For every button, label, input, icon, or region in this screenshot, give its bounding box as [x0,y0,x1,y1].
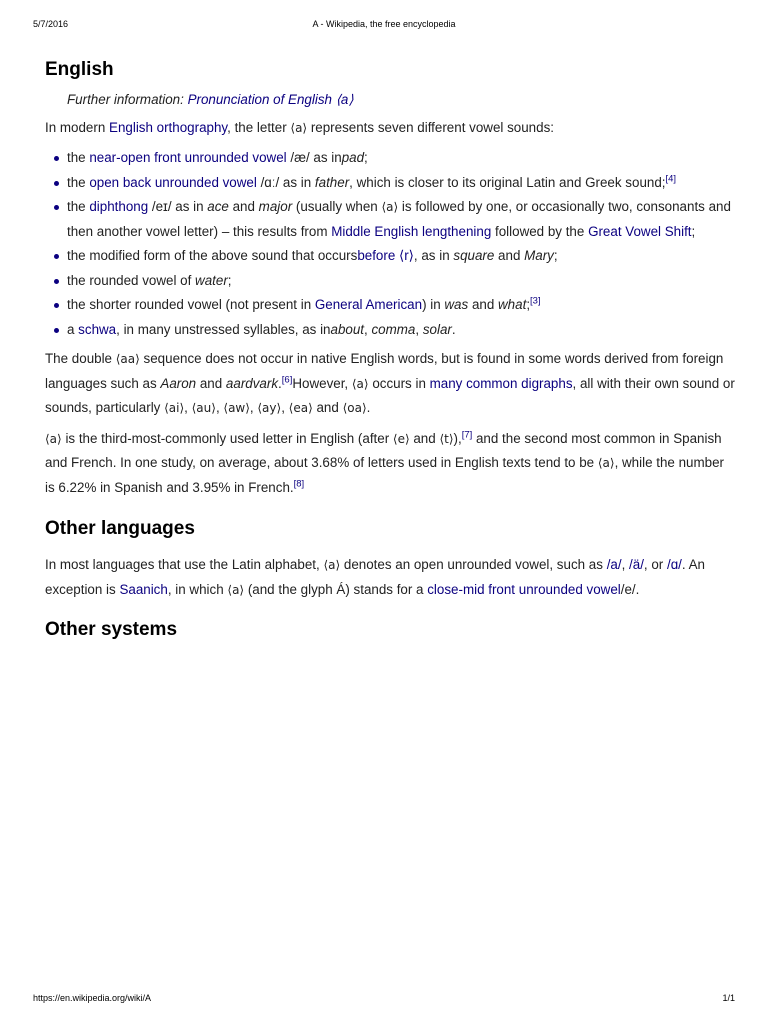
bullet-icon [54,254,59,259]
link-ipa-a-centralized[interactable]: /ä/ [629,557,644,572]
link-general-american[interactable]: General American [314,297,423,312]
link-middle-english-lengthening[interactable]: Middle English lengthening [331,223,492,239]
heading-english: English [45,59,114,80]
paragraph-intro: In modern English orthography, the letter ⟨a⟩ represents seven different vowel sounds: [45,119,554,135]
heading-other-systems: Other systems [45,619,178,640]
print-url: https://en.wikipedia.org/wiki/A [33,993,152,1003]
list-item: a schwa, in many unstressed syllables, as inabout, comma, solar. [67,318,735,342]
ref-link[interactable]: [6] [281,374,293,386]
link-diphthong[interactable]: diphthong [89,199,149,214]
paragraph-other-languages: In most languages that use the Latin alphabet, ⟨a⟩ denotes an open unrounded vowel, such as /a/, /ä/, or /ɑ/. An exception is Saanich, in which ⟨a⟩ (and the glyph Á) stands for a close-mid front unrounded vowel/e/. [45,557,705,597]
paragraph-double-aa: The double ⟨aa⟩ sequence does not occur in native English words, but is found in some words derived from foreign languages such as Aaron and aardvark.[6]However, ⟨a⟩ occurs in many common digraphs, all with their own sound or sounds, particularly ⟨ai⟩, ⟨au⟩, ⟨aw⟩, ⟨ay⟩, ⟨ea⟩ and ⟨oa⟩. [45,351,735,415]
bullet-icon [54,303,59,308]
link-open-back[interactable]: open back unrounded vowel [89,174,257,190]
ref-link[interactable]: [7] [461,429,473,441]
list-item: the rounded vowel of water; [67,269,735,293]
list-item: the shorter rounded vowel (not present in General American) in was and what;[3] [67,293,735,317]
list-item: the modified form of the above sound that occursbefore ⟨r⟩, as in square and Mary; [67,244,735,268]
link-ipa-alpha[interactable]: /ɑ/ [667,557,682,572]
list-item: the diphthong /eɪ/ as in ace and major (usually when ⟨a⟩ is followed by one, or occasionally two, consonants and then another vowel letter) – this results from Middle English lengthening followed by the Great Vowel Shift; [67,195,735,243]
link-schwa[interactable]: schwa [78,321,117,337]
link-great-vowel-shift[interactable]: Great Vowel Shift [588,223,692,239]
bullet-icon [54,156,59,161]
ref-link[interactable]: [3] [530,295,541,307]
print-date: 5/7/2016 [33,19,69,29]
vowel-list [45,146,735,341]
print-header [0,19,768,31]
link-english-orthography[interactable]: English orthography [109,119,228,135]
ref-link[interactable]: [8] [293,478,305,490]
bullet-icon [54,205,59,210]
link-before-r[interactable]: before ⟨r⟩ [357,248,414,263]
print-title: A - Wikipedia, the free encyclopedia [312,19,456,29]
link-close-mid-front[interactable]: close-mid front unrounded vowel [427,581,621,597]
paragraph-frequency: ⟨a⟩ is the third-most-commonly used letter in English (after ⟨e⟩ and ⟨t⟩),[7] and the second most common in Spanish and French. In one study, on average, about 3.68% of letters used in English texts tend to be ⟨a⟩, while the number is 6.22% in Spanish and 3.95% in French.[8] [45,429,724,495]
link-saanich[interactable]: Saanich [119,581,168,597]
print-page-number: 1/1 [722,993,735,1003]
print-footer [0,993,768,1005]
list-item: the near-open front unrounded vowel /æ/ as inpad; [67,146,735,170]
article-content [45,56,735,644]
ref-link[interactable]: [4] [665,173,677,185]
bullet-icon [54,328,59,333]
bullet-icon [54,279,59,284]
link-ipa-a[interactable]: /a/ [606,557,622,572]
heading-other-languages: Other languages [45,518,195,539]
list-item: the open back unrounded vowel /ɑː/ as in father, which is closer to its original Latin and Greek sound;[4] [67,171,735,195]
link-common-digraphs[interactable]: many common digraphs [429,375,573,391]
link-pronunciation[interactable]: Pronunciation of English ⟨a⟩ [187,92,354,107]
bullet-icon [54,181,59,186]
link-near-open-front[interactable]: near-open front unrounded vowel [89,150,287,165]
hatnote: Further information: Pronunciation of English ⟨a⟩ [67,92,354,107]
